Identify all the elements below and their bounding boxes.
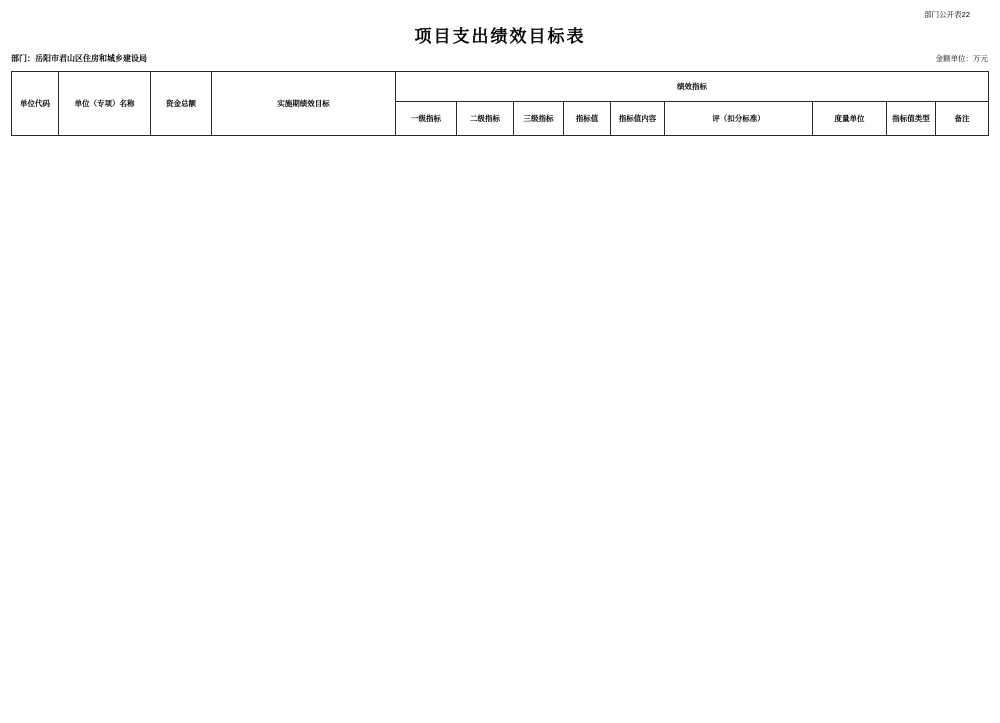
sheet-label: 部门公开表22 [924,10,970,19]
header-unit-name: 单位（专项）名称 [59,72,151,136]
department-label: 部门：岳阳市君山区住房和城乡建设局 [11,54,147,63]
amount-unit-label: 金额单位：万元 [935,54,988,63]
header-note: 备注 [936,102,989,136]
header-measure-unit: 度量单位 [813,102,887,136]
header-value-content: 指标值内容 [611,102,665,136]
header-unit-code: 单位代码 [12,72,59,136]
header-value-type: 指标值类型 [887,102,936,136]
meta-row [11,53,988,64]
header-level3: 三级指标 [514,102,564,136]
page-title: 项目支出绩效目标表 [414,27,586,46]
header-total-fund: 资金总额 [151,72,212,136]
performance-table [11,71,989,136]
header-value: 指标值 [564,102,611,136]
header-level1: 一级指标 [396,102,457,136]
header-scoring-standard: 评（扣分标准） [665,102,813,136]
table-header [12,72,989,136]
header-level2: 二级指标 [457,102,514,136]
header-period-goal: 实施期绩效目标 [212,72,396,136]
header-row-group [12,72,989,102]
header-perf-group: 绩效指标 [396,72,989,102]
